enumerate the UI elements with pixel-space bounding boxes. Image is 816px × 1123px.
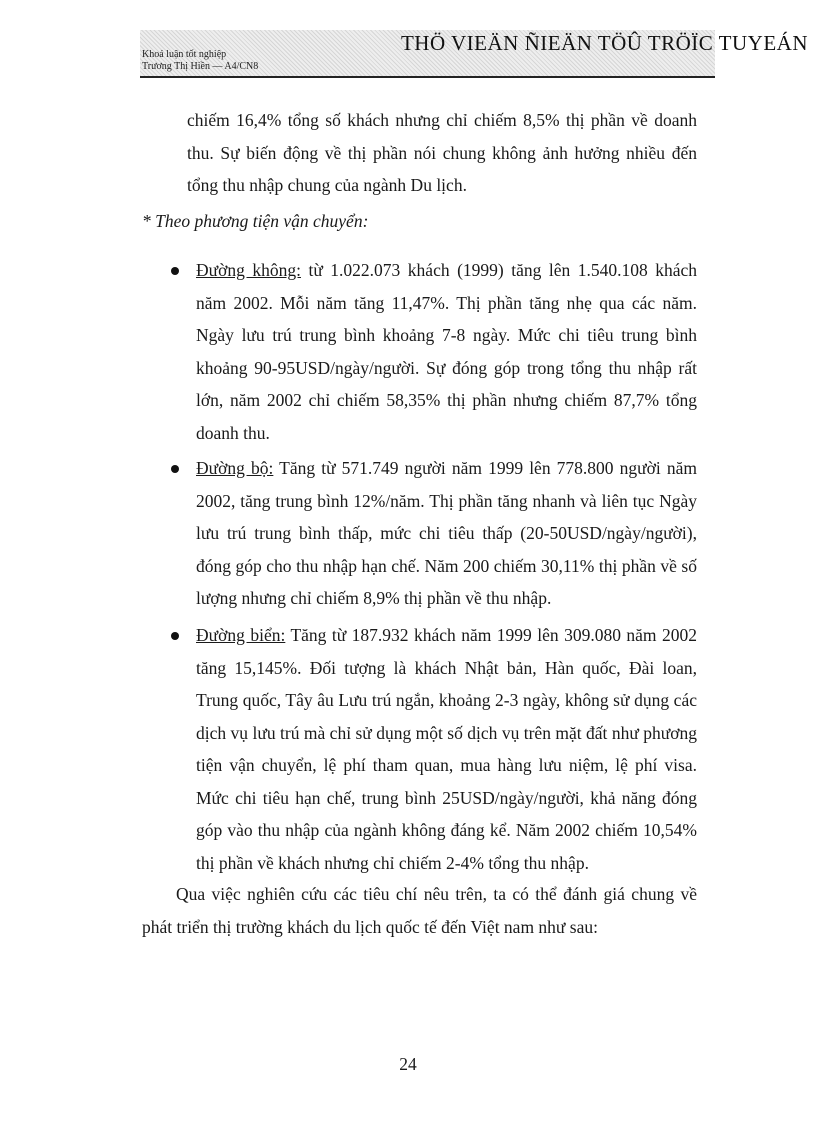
bullet-air-title: Đường không:: [196, 260, 301, 280]
page-number: 24: [399, 1054, 417, 1074]
conclusion-paragraph: Qua việc nghiên cứu các tiêu chí nêu trên, ta có thể đánh giá chung về phát triển thị trường khách du lịch quốc tế đến Việt nam như sau:: [142, 884, 697, 937]
bullet-sea: [196, 619, 697, 879]
bullet-icon: [171, 267, 179, 275]
header-library-title: THÖ VIEÄN ÑIEÄN TÖÛ TRÖÏC TUYEÁN: [400, 31, 808, 55]
bullet-sea-text: Tăng từ 187.932 khách năm 1999 lên 309.080 năm 2002 tăng 15,145%. Đối tượng là khách Nhật bản, Hàn quốc, Đài loan, Trung quốc, Tây âu Lưu trú ngắn, khoảng 2-3 ngày, không sử dụng các dịch vụ lưu trú mà chỉ sử dụng một số dịch vụ trên mặt đất như phương tiện vận chuyển, lệ phí tham quan, mua hàng lưu niệm, lệ phí visa. Mức chi tiêu hạn chế, trung bình 25USD/ngày/người, khả năng đóng góp vào thu nhập của ngành không đáng kể. Năm 2002 chiếm 10,54% thị phần về khách nhưng chỉ chiếm 2-4% tổng thu nhập.: [196, 625, 697, 873]
header-author: Trương Thị Hiền — A4/CN8: [142, 61, 259, 72]
header-rule: [140, 76, 715, 78]
intro-paragraph: chiếm 16,4% tổng số khách nhưng chỉ chiếm 8,5% thị phần về doanh thu. Sự biến động về thị phần nói chung không ảnh hưởng nhiều đến tổng thu nhập chung của ngành Du lịch.: [187, 110, 697, 195]
transport-heading: * Theo phương tiện vận chuyển:: [142, 211, 369, 231]
bullet-road-title: Đường bộ:: [196, 458, 274, 478]
bullet-air-text: từ 1.022.073 khách (1999) tăng lên 1.540.108 khách năm 2002. Mỗi năm tăng 11,47%. Thị phần tăng nhẹ qua các năm. Ngày lưu trú trung bình khoảng 7-8 ngày. Mức chi tiêu trung bình khoảng 90-95USD/ngày/người. Sự đóng góp trong tổng thu nhập rất lớn, năm 2002 chỉ chiếm 58,35% thị phần nhưng chiếm 87,7% tổng doanh thu.: [196, 260, 697, 443]
bullet-road-text: Tăng từ 571.749 người năm 1999 lên 778.800 người năm 2002, tăng trung bình 12%/năm. Thị phần tăng nhanh và liên tục Ngày lưu trú trung bình thấp, mức chi tiêu thấp (20-50USD/ngày/người), đóng góp cho thu nhập hạn chế. Năm 200 chiếm 30,11% thị phần về số lượng nhưng chỉ chiếm 8,9% thị phần về thu nhập.: [196, 458, 698, 608]
bullet-sea-title: Đường biển:: [196, 625, 286, 645]
header-left: [142, 49, 258, 73]
bullet-road: [196, 452, 697, 615]
bullet-icon: [171, 465, 179, 473]
bullet-air: [196, 254, 697, 449]
bullet-icon: [171, 632, 179, 640]
header-thesis-label: Khoá luận tốt nghiệp: [142, 49, 227, 60]
